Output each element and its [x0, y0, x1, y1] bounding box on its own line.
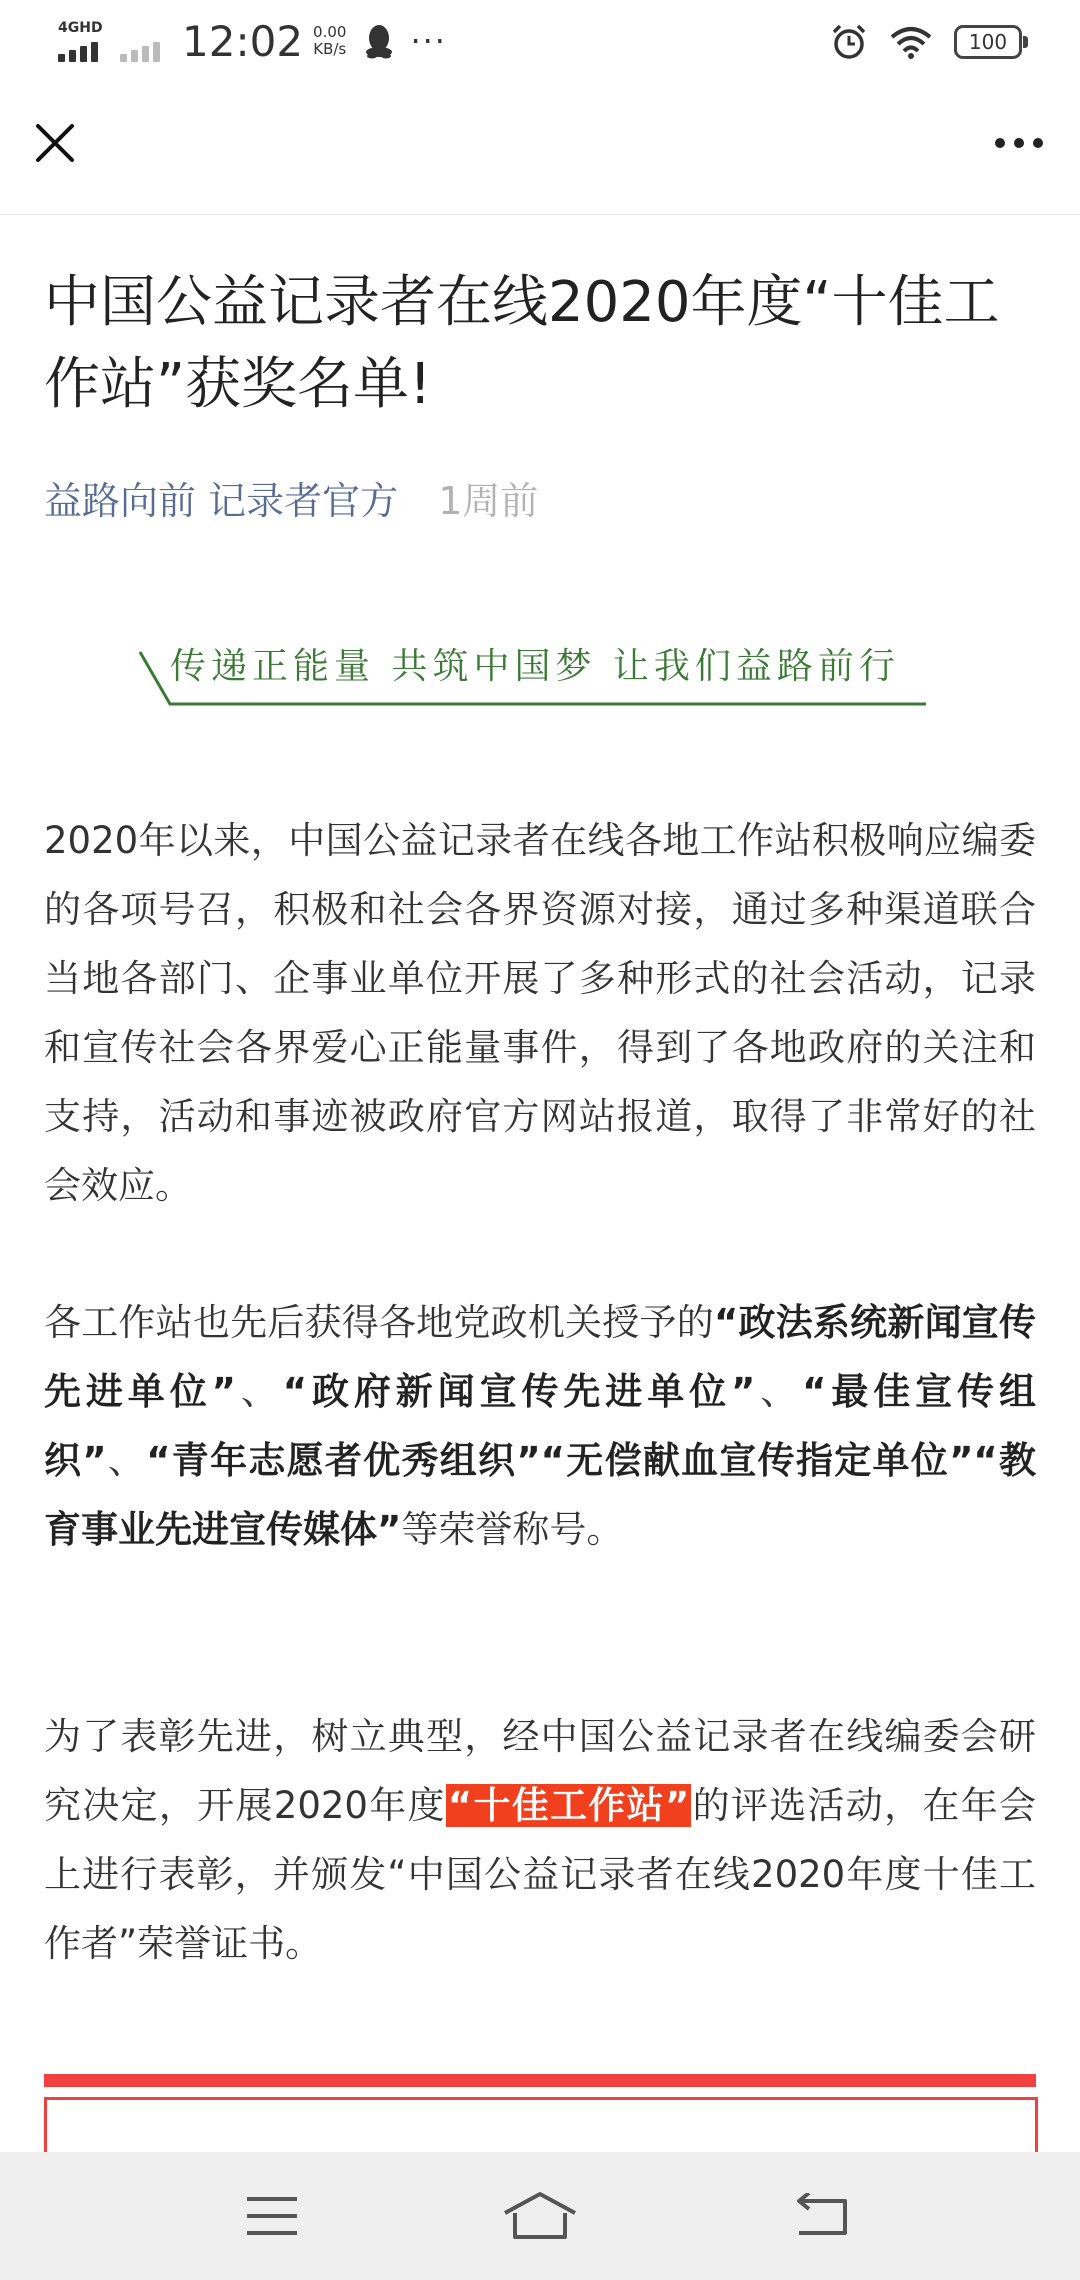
home-icon [503, 2191, 577, 2241]
slogan-banner [138, 638, 928, 706]
more-dot-icon [995, 138, 1005, 148]
back-button[interactable] [762, 2152, 882, 2280]
home-button[interactable] [480, 2152, 600, 2280]
separator: 、 [106, 1439, 147, 1482]
nav-bar [0, 82, 1080, 215]
publish-time: 1周前 [438, 479, 539, 523]
separator: 、 [755, 1370, 803, 1413]
network-type: 4GHD [58, 20, 103, 36]
back-icon [795, 2193, 849, 2239]
honor-title: “最佳宣传组织” [44, 1370, 1036, 1482]
wifi-icon [890, 25, 932, 59]
selection-text-after: 的评选活动，在年会上进行表彰，并颁发“中国公益记录者在线2020年度十佳工作者”荣誉证书。 [44, 1784, 1036, 1965]
more-dot-icon [1033, 138, 1043, 148]
honor-title: “青年志愿者优秀组织” [146, 1439, 541, 1482]
slogan-text: 传递正能量 共筑中国梦 让我们益路前行 [170, 646, 900, 687]
honor-title: “政府新闻宣传先进单位” [282, 1370, 756, 1413]
honors-intro: 各工作站也先后获得各地党政机关授予的 [44, 1301, 714, 1344]
alarm-icon [830, 23, 868, 61]
author-link[interactable]: 益路向前 记录者官方 [44, 479, 399, 523]
honor-title: “教育事业先进宣传媒体” [44, 1439, 1037, 1551]
honor-title: “政法系统新闻宣传先进单位” [44, 1301, 1036, 1413]
selection-text-before: 为了表彰先进，树立典型，经中国公益记录者在线编委会研究决定，开展2020年度 [44, 1715, 1036, 1827]
menu-icon [245, 2195, 299, 2237]
red-divider [44, 2074, 1036, 2087]
paragraph-honors [44, 1288, 1036, 1564]
system-nav-bar [0, 2152, 1080, 2280]
qq-penguin-icon [364, 23, 394, 59]
status-time: 12:02 [182, 16, 304, 66]
separator: 、 [235, 1370, 283, 1413]
close-icon [24, 112, 86, 174]
paragraph-intro: 2020年以来，中国公益记录者在线各地工作站积极响应编委的各项号召，积极和社会各界资源对接，通过多种渠道联合当地各部门、企事业单位开展了多种形式的社会活动，记录和宣传社会各界爱心正能量事件，得到了各地政府的关注和支持，活动和事迹被政府官方网站报道，取得了非常好的社会效应。 [44, 819, 1036, 1207]
article-meta [44, 470, 538, 525]
battery-icon [954, 25, 1022, 59]
more-options-button[interactable] [984, 112, 1054, 174]
battery-level: 100 [968, 30, 1008, 54]
speed-unit: KB/s [313, 40, 347, 58]
honor-title: “无偿献血宣传指定单位” [540, 1439, 974, 1482]
more-dot-icon [1014, 138, 1024, 148]
menu-button[interactable] [212, 2152, 332, 2280]
speed-value: 0.00 [313, 23, 347, 41]
cellular-signal-icon [58, 20, 110, 62]
network-speed [313, 24, 346, 58]
article-title: 中国公益记录者在线2020年度“十佳工作站”获奖名单! [44, 270, 1000, 417]
honors-outro: 等荣誉称号。 [401, 1508, 624, 1551]
highlight-label: “十佳工作站” [447, 1784, 690, 1827]
paragraph-selection [44, 1702, 1036, 1978]
status-bar [0, 0, 1080, 82]
notification-more-icon: ··· [410, 22, 447, 60]
close-button[interactable] [24, 112, 86, 174]
cellular-signal-2-icon [120, 20, 166, 62]
